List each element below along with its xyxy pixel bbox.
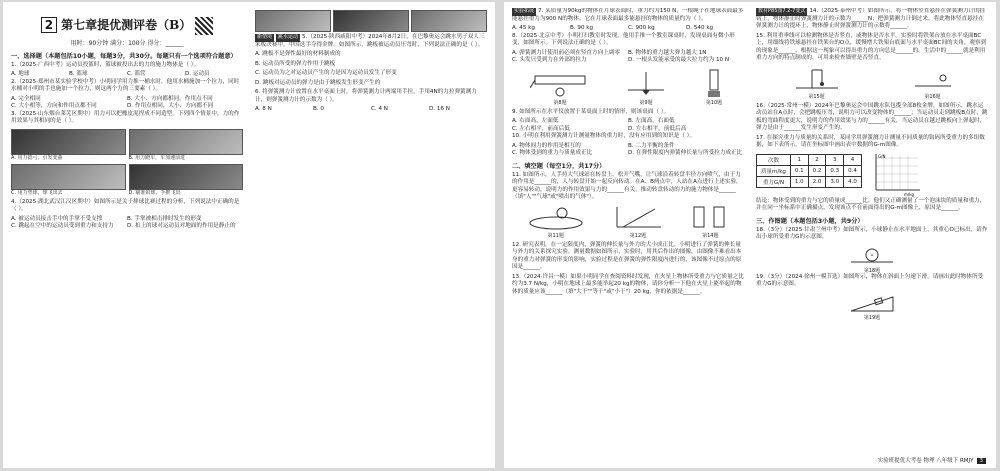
figure-10 (702, 68, 726, 106)
cell: 1 (790, 154, 808, 165)
figure-15 (792, 66, 842, 100)
question-17-note: 结论：物体受到的重力与它的质量成______比。他们又正确测量了一个泡沫块的质量和重力，并在同一坐标系中正确描点，发现该点不在前面得出的G-m图像上，原因是______。 (756, 197, 986, 211)
volleyball-photo-1 (255, 10, 331, 32)
qr-code-icon (195, 17, 213, 35)
figure-label: 第12题 (629, 232, 647, 239)
option: D. 16 N (429, 106, 450, 112)
option: A. 地球 (11, 71, 30, 77)
question-5-option-d: D. 跳板对运动员的弹力是由于跳板发生形变产生的 (255, 79, 381, 86)
option: A. 弹簧测力计使用前必须在竖直方向上调零 (512, 49, 620, 56)
option: B. 90 kg (570, 25, 594, 31)
question-8: 8.（2025·北京中考）小明打扫教室时发现，他用手推一个教室课桌时，发现桌面有微小形变，如图所示。下列说法正确的是（ ）。 (512, 32, 735, 46)
cell: 0.2 (808, 165, 826, 176)
exam-meta: 用时：90分钟 满分：100分 得分：______ (70, 39, 184, 47)
y-axis-label: G/N (877, 153, 886, 159)
volleyball-photo (11, 164, 126, 190)
question-2: 2.（2025·郑州市某实验学校中考）小明同学用力推一桶水时，他用水桶施加一个拉力，同时水桶对小明的手也施加一个拉力，则这两个力的三要素（ ）。 (11, 78, 240, 92)
option: A. 被运动员接击手中的手掌不受支撑 (11, 215, 103, 222)
question-6-options (255, 106, 487, 114)
question-8-options (512, 50, 744, 65)
cell: 3.0 (826, 176, 844, 187)
section-1-heading: 一、选择题（本题包括10小题，每题3分，共30分。每题只有一个选项符合题意） (11, 52, 237, 60)
option: A. 物体间力的作用是相互的 (512, 142, 581, 149)
photo-b (129, 129, 244, 161)
question-5-option-a: A. 跳板不是弹性最好的材料制成的 (255, 51, 341, 57)
column-2 (512, 8, 744, 450)
question-2-options (11, 96, 243, 111)
figure-16 (913, 66, 953, 100)
question-5 (255, 34, 487, 49)
option: C. 篮筐 (127, 71, 146, 77)
unit-number: 2 (41, 17, 57, 33)
cell: 3 (826, 154, 844, 165)
question-12: 12. 研究表明，在一定限度内，弹簧的伸长量与外力的大小成正比。小明进行了弹簧的伸长量与外力的关系探究实验，测量数据如图所示，实验时，用其后作出的图像，由图像不难看出本身的重力对弹簧的形变的影响，实验过程是在弹簧的弹性限度内进行的，该图像不过原点的原因是______。 (512, 241, 742, 270)
grid-lines (876, 153, 918, 190)
question-7 (512, 8, 744, 23)
experiment-tag: 实验拓展 (514, 8, 535, 14)
option: A. 右面高，左面低 (512, 118, 559, 124)
column-1 (11, 8, 243, 450)
question-7-options (512, 25, 744, 33)
g-m-table (756, 154, 862, 188)
g-m-grid-chart (866, 152, 922, 198)
cell: 4.0 (844, 176, 862, 187)
question-5-option-b: B. 运动员所受的弹力作用于跳板 (255, 60, 336, 67)
photo-a (11, 129, 126, 161)
option: C. 大小相等，方向和作用点都不同 (11, 103, 97, 109)
spring-balance-figure (702, 68, 726, 98)
option: D. 作用点相同，大小、方向都不同 (127, 103, 214, 109)
option: C. 物体受到的重力与质量成正比 (512, 150, 593, 156)
photo-c (11, 164, 126, 196)
option: D. 左右相平，前低后高 (628, 125, 687, 132)
diving-tag: 跳水运动 (278, 34, 299, 40)
question-10: 10. 小明在利用弹簧测力计测量物体的重力时，没有应用到的知识是（ ）。 (512, 133, 696, 139)
option: B. 二力平衡的条件 (628, 142, 675, 149)
option: B. 手掌被相击排时发生的形变 (127, 215, 202, 222)
option: A. 45 kg (512, 25, 535, 31)
shotput-photo (129, 164, 244, 190)
option: C. 头发只受到力在外部的拉力 (512, 57, 587, 63)
option: B. 0 (313, 106, 324, 112)
spring-graph-figure (613, 205, 663, 231)
g-m-data-area (756, 152, 988, 198)
page-footer (878, 456, 986, 464)
question-4-options (11, 216, 243, 231)
footer-text: 实验班提优大考卷 物理 八年级下 RMJY (877, 458, 974, 464)
cell: 质量m/kg (757, 165, 791, 176)
question-3-photos (11, 129, 243, 196)
question-3: 3.（2025·山东烟台莱芜区期中）用力可以把橡皮泥捏成不同造型。下列四个情景中，力的作用效果与其相同的是（ ）。 (11, 110, 240, 124)
figure-8 (530, 68, 590, 106)
column-1b (255, 8, 487, 450)
figures-15-16 (756, 66, 988, 100)
question-1-options (11, 71, 243, 79)
option: C. 跳起在空中的运动员受到重力和支持力 (11, 223, 114, 229)
option: A. 8 N (255, 106, 272, 112)
cell: 2.0 (808, 176, 826, 187)
title-text: 第七章提优测评卷（B） (61, 18, 192, 32)
cell: 次数 (757, 154, 791, 165)
turntable-figure (526, 205, 586, 231)
option: D. 540 kg (686, 25, 714, 31)
diving-board-figure (913, 66, 953, 92)
figure-label: 第19题 (863, 314, 881, 321)
question-5-text: 5.（2025·陕西咸阳中考）2024年8月2日，在巴黎奥运会跳水男子双人三米板决赛中，中国选手夺得金牌。如图所示，跳板被运动员压弯时，下列说法正确的是（ ）。 (255, 34, 485, 48)
figure-label: 第16题 (924, 93, 941, 100)
table-row (757, 176, 862, 187)
figure-label: 第18题 (863, 267, 881, 274)
volleyball-photo-3 (411, 10, 487, 32)
caption: D. 瞄准铅球，手推飞出 (128, 189, 181, 196)
option: D. 在弹性限度内弹簧伸长量与所受拉力成正比 (628, 150, 743, 156)
figure-11 (526, 205, 586, 239)
cell: 0.3 (826, 165, 844, 176)
question-16: 16.（2025·常州一模）2024年巴黎奥运会中国跳水队包揽全部8枚金牌，如图所示，跳水运动员站在A点时，会把跳板压弯，说明力可以改变物体的______；当运动员走到跳板B点时，跳板的弯曲程度更大，说明力的作用效果与力的______有关，当运动员在越过跳板向上弹起时，弹力是由于______发生形变产生的。 (756, 102, 988, 131)
spring-scale-figure (530, 68, 590, 98)
new-scenario-tag: 新情境 (257, 34, 273, 40)
option: D. 扣上的球对运动员对地面的作用是静止的 (127, 223, 236, 229)
question-14-text: 14.（2025·泰州中考）如图所示，将一物体竖直悬挂在弹簧测力计的挂钩上，物体静止时弹簧测力计的示数为______N；把弹簧测力计倒过来，将此物体竖直悬挂在弹簧测力计的提环上，物体静止时弹簧测力计的示数将______。 (756, 8, 986, 29)
spring-scales-figure (690, 205, 730, 231)
option: C. 4 N (371, 106, 388, 112)
figure-9 (626, 68, 666, 106)
ball-on-ground-figure (847, 244, 897, 266)
table-row (757, 154, 862, 165)
textbook-tag: 教材P85图7.2-7变式 (758, 8, 806, 14)
section-3-heading: 三、作图题（本题包括3小题，共9分） (756, 217, 864, 225)
figure-label: 第10题 (705, 99, 723, 106)
option: D. 运动员 (185, 71, 210, 77)
question-11: 11. 如图所示，人手持大气球站在转盘上，松开气嘴，让气球沿着转盘半径方向喷气，由于力的作用是______的，人与转盘开始一起反向转动。在A、B两点中，人站在A点进行上述实验，更容易转动，说明力的作用效果与力的______有关。推动转盘转动的力的施力物体是______（填"人""气球"或"喷出的气体"）。 (512, 171, 742, 200)
figure-label: 第15题 (808, 93, 825, 100)
x-axis-label: m/kg (903, 191, 914, 197)
column-3 (756, 8, 988, 450)
figure-label: 第8题 (553, 99, 567, 106)
figure-18 (756, 244, 988, 274)
option: C. 900 kg (628, 25, 655, 31)
bicycle-photo (129, 129, 244, 155)
volleyball-strip (255, 10, 487, 32)
question-1: 1.（2025·广西中考）运动员投篮时，篮球被投出去的力的施力物体是（ ）。 (11, 61, 200, 68)
question-5-option-c: C. 运动员为之对运动员产生的力是因为运动员发生了形变 (255, 70, 397, 76)
table-row (757, 165, 862, 176)
question-10-options (512, 143, 744, 158)
question-19: 19.（3分）（2024·徐州一模节选）如图所示，物体在斜面上匀速下滑，请画出此时物体所受重力G的示意图。 (756, 273, 984, 287)
question-9-options (512, 118, 744, 133)
option: C. 左右相平，前高后低 (512, 125, 570, 132)
question-14 (756, 8, 988, 31)
cell: 2 (808, 154, 826, 165)
figure-label: 第11题 (547, 232, 564, 239)
figure-label: 第9题 (639, 99, 653, 106)
plumb-line-figure (792, 66, 842, 92)
question-4: 4.（2025·湖北武汉江汉区期中）如图所示是关于排球比赛过程的分析，下列说法中正确的是（ ）。 (11, 198, 240, 212)
option: D. 一根头发能承受的最大拉力约为 10 N (628, 57, 730, 63)
question-6: 6. 将弹簧测力计放置在水平桌面上时，将弹簧测力计两端用手拉，手用4N的力拉弹簧测力计，则弹簧测力计的示数为（ ）。 (255, 89, 477, 103)
option: A. 完全相同 (11, 95, 41, 102)
figure-19 (756, 291, 988, 321)
question-9: 9. 如图所示在水平仪放置于某桌面上时的情形，则该桌面（ ）。 (512, 108, 670, 115)
option: B. 大小、方向都相同，作用点不同 (127, 95, 213, 102)
photo-d (129, 164, 244, 196)
option: B. 篮球 (69, 71, 88, 77)
section-2-heading: 二、填空题（每空1分，共17分） (512, 162, 606, 170)
caption: B. 用力蹬车，车加速前进 (128, 154, 186, 161)
cell: 1.0 (790, 176, 808, 187)
cell: 4 (844, 154, 862, 165)
page-number: 3 (977, 458, 987, 464)
right-page (504, 2, 996, 468)
cell: 0.1 (790, 165, 808, 176)
question-7-text: 7. 某质量为90kg的物体在月球表面时，重力约为150 N，一根绳子在地球表面最多能悬挂重力为900 N的物体，它在月球表面最多能悬挂的物体的质量约为（ ）。 (512, 8, 744, 22)
cell: 重力G/N (757, 176, 791, 187)
question-13: 13.（2024·许昌一模）如果小明同学在查阅资料时发现，在火星上物体所受重力与它质量之比约为3.7 N/kg，小明在地球上最多能举起20 kg的物体，请你分析一下他在火星上能举起的物体的质量应该______（填"大于""等于"或"小于"）20 kg，你的依据是______。 (512, 273, 744, 295)
question-17: 17. 在探究重力与质量的关系时，某同学用弹簧测力计测量不同质量的钩码所受重力的多组数据，如下表所示，请在坐标图中画出表中数据的G-m图像。 (756, 134, 985, 148)
cell: 0.4 (844, 165, 862, 176)
archery-photo (11, 129, 126, 155)
left-page (3, 2, 495, 468)
figure-12 (613, 205, 663, 239)
volleyball-photo-2 (333, 10, 409, 32)
page-title (11, 16, 243, 35)
figures-11-14 (512, 205, 744, 239)
level-figure (626, 68, 666, 98)
question-18: 18.（3分）（2025·甘肃兰州中考）如图所示，小球静止在水平地面上，其重心O已标出，请作出小球所受重力G的示意图。 (756, 226, 988, 240)
option: B. 左面高，右面低 (628, 118, 675, 124)
caption: A. 用力捻弓，引发变曲 (11, 154, 63, 161)
figures-8-10 (512, 68, 744, 106)
question-15: 15. 利用重垂线可以检测物体是否竖直，或物体是否水平。实验时将铁架台放在水平桌面BC上，用细线将铁球悬挂在铁架台的O点，缓慢增大铁架台底面与水平桌面BC间的夹角，观察到的现象是______，根据这一现象可以得出重力的方向总是______的。生活中的______就是利用重力方向的特点制成的，可用来检查墙壁是否竖直。 (756, 32, 987, 61)
figure-14 (690, 205, 730, 239)
figure-label: 第14题 (702, 232, 719, 239)
incline-figure (847, 291, 897, 313)
option: B. 物体的重力越大弹力越大 1N (628, 49, 707, 56)
caption: C. 用力垫球，球飞出去 (11, 189, 63, 196)
